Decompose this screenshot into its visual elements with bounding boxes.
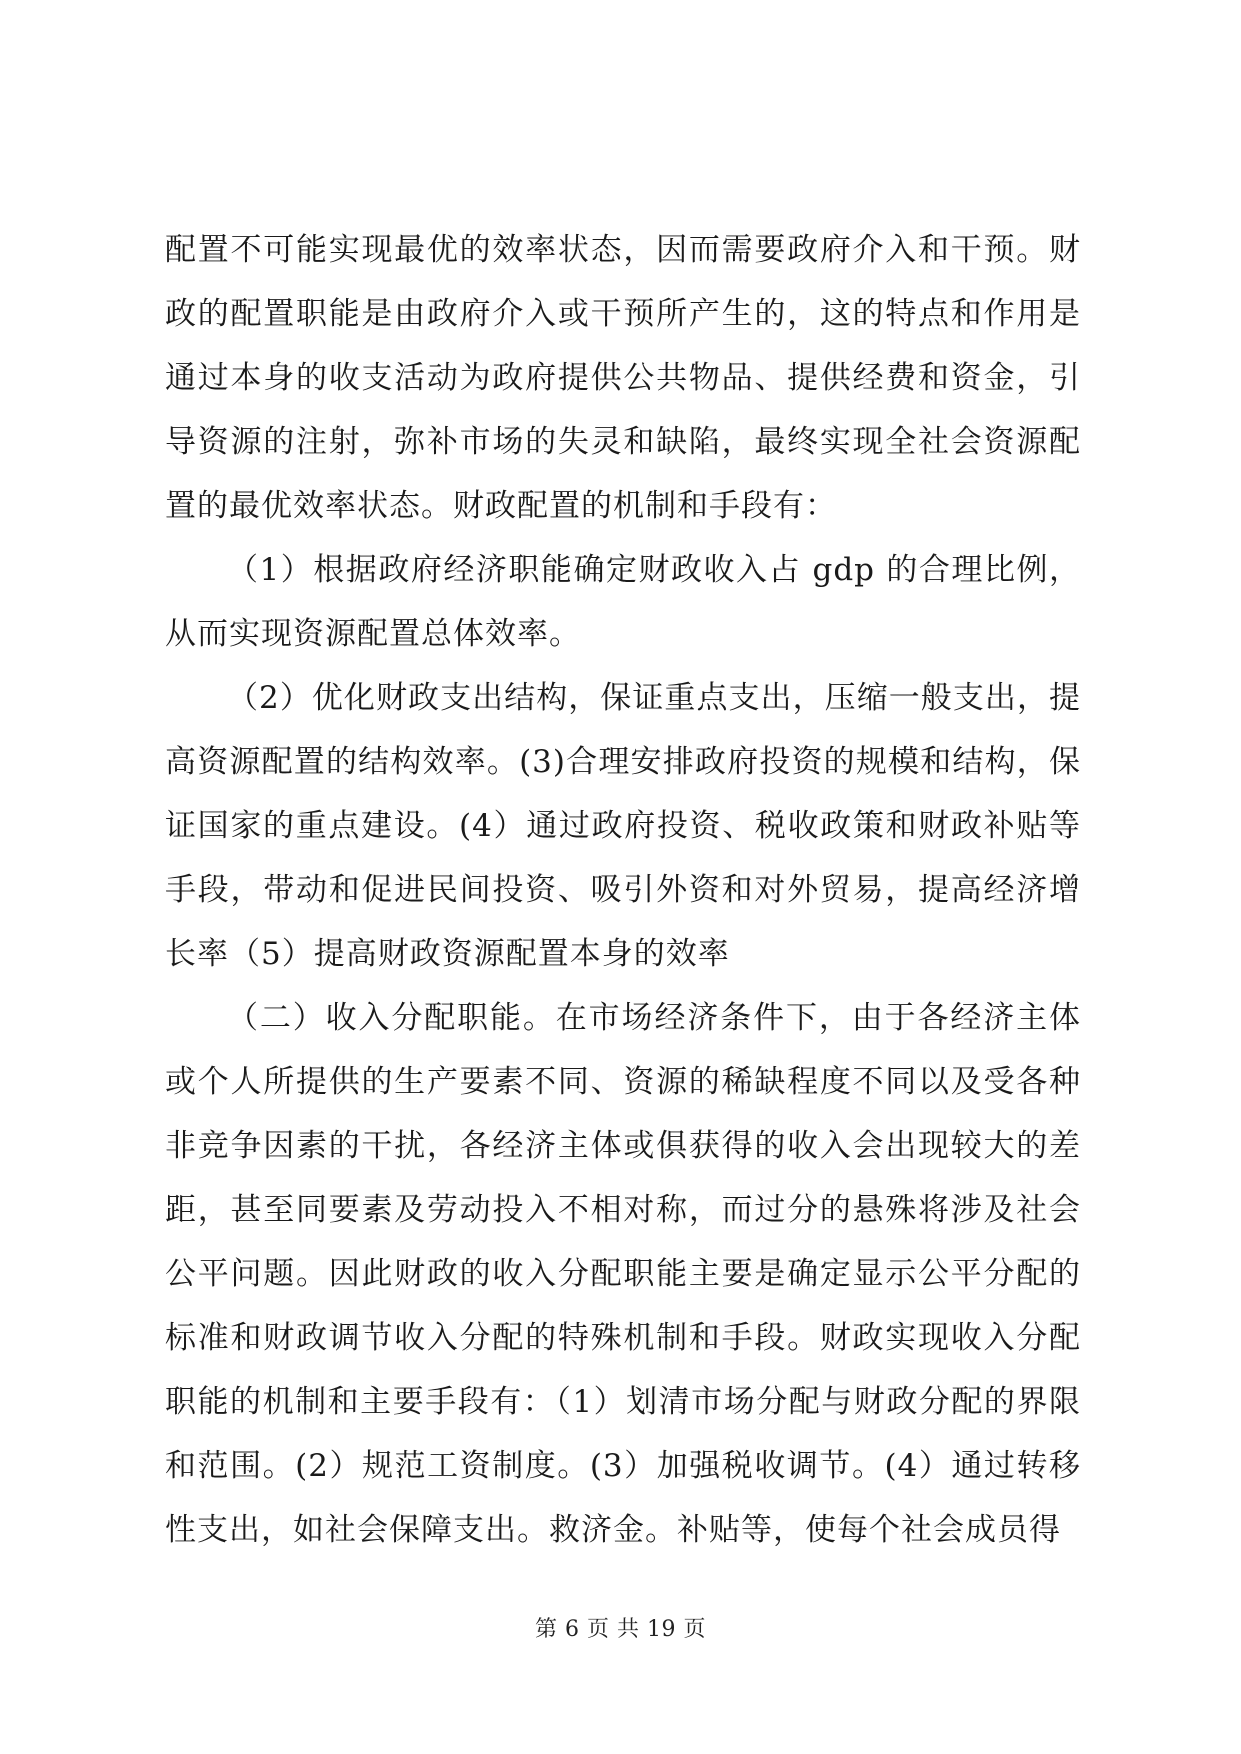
paragraph-1: 配置不可能实现最优的效率状态，因而需要政府介入和干预。财政的配置职能是由政府介入或干预所产生的，这的特点和作用是通过本身的收支活动为政府提供公共物品、提供经费和资金，引导资源的注射，弥补市场的失灵和缺陷，最终实现全社会资源配置的最优效率状态。财政配置的机制和手段有： (165, 232, 1081, 524)
paragraph-4: （二）收入分配职能。在市场经济条件下，由于各经济主体或个人所提供的生产要素不同、资源的稀缺程度不同以及受各种非竞争因素的干扰，各经济主体或俱获得的收入会出现较大的差距，甚至同要素及劳动投入不相对称，而过分的悬殊将涉及社会公平问题。因此财政的收入分配职能主要是确定显示公平分配的标准和财政调节收入分配的特殊机制和手段。财政实现收入分配职能的机制和主要手段有：（1）划清市场分配与财政分配的界限和范围。(2）规范工资制度。(3）加强税收调节。(4）通过转移性支出，如社会保障支出。救济金。补贴等，使每个社会成员得 (165, 1000, 1081, 1548)
page-footer (0, 1612, 1241, 1643)
document-body (165, 218, 1081, 1562)
paragraph-2: （1）根据政府经济职能确定财政收入占 gdp 的合理比例，从而实现资源配置总体效率。 (165, 552, 1081, 652)
page-number: 第 6 页 共 19 页 (535, 1617, 706, 1642)
paragraph-3: （2）优化财政支出结构，保证重点支出，压缩一般支出，提高资源配置的结构效率。(3)合理安排政府投资的规模和结构，保证国家的重点建设。(4）通过政府投资、税收政策和财政补贴等手段，带动和促进民间投资、吸引外资和对外贸易，提高经济增长率（5）提高财政资源配置本身的效率 (165, 680, 1081, 972)
